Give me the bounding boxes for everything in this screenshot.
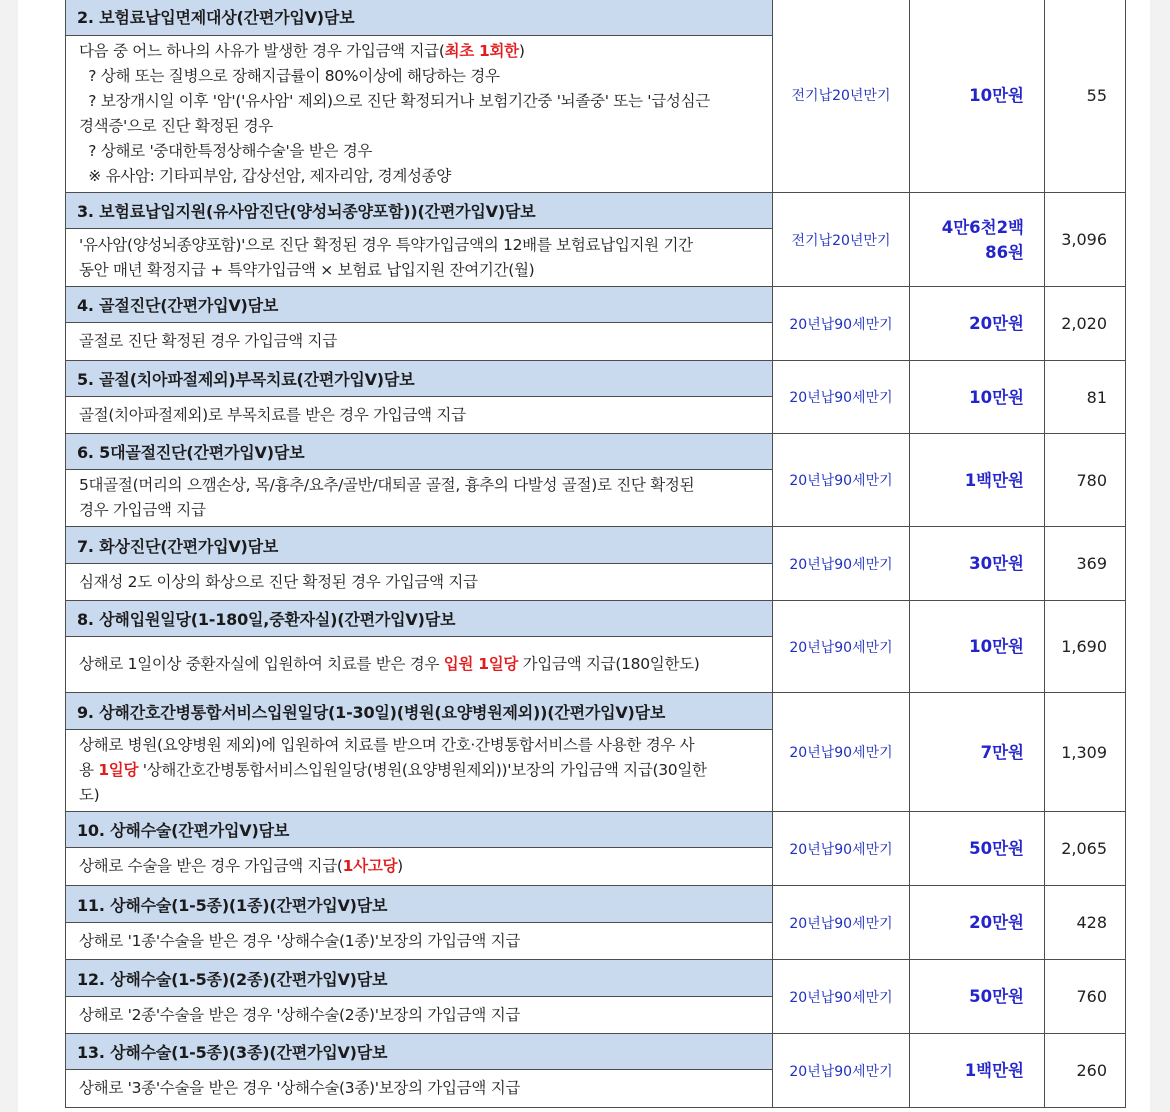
coverage-table: [65, 0, 1126, 1108]
coverage-description: [66, 730, 773, 812]
payment-term: 20년납90세만기: [773, 812, 910, 886]
description-line: [79, 1076, 768, 1101]
highlight-text: 1사고당: [342, 857, 398, 875]
description-text: ? 보장개시일 이후 '암'('유사암' 제외)으로 진단 확정되거나 보험기간중 '뇌졸중' 또는 '급성심근: [79, 92, 710, 110]
coverage-amount-line: 86원: [985, 242, 1024, 262]
description-text: ? 상해로 '중대한특정상해수술'을 받은 경우: [79, 142, 373, 160]
highlight-text: 최초 1회한: [444, 42, 519, 60]
payment-term: 20년납90세만기: [773, 1034, 910, 1108]
description-line: [79, 652, 768, 677]
description-line: [79, 733, 768, 758]
payment-term: 20년납90세만기: [773, 527, 910, 601]
description-line: [79, 258, 768, 283]
coverage-title: 3. 보험료납입지원(유사암진단(양성뇌종양포함))(간편가입Ⅴ)담보: [66, 193, 773, 229]
description-text: ): [397, 857, 403, 875]
coverage-amount-line: 7만원: [980, 742, 1024, 762]
coverage-title-row: [66, 601, 1126, 637]
payment-term: 전기납20년만기: [773, 0, 910, 193]
coverage-description: [66, 637, 773, 693]
coverage-amount: [910, 361, 1045, 434]
coverage-title-row: [66, 1034, 1126, 1070]
coverage-title: 11. 상해수술(1-5종)(1종)(간편가입Ⅴ)담보: [66, 886, 773, 923]
description-line: [79, 929, 768, 954]
coverage-amount-line: 20만원: [969, 314, 1024, 333]
coverage-title: 4. 골절진단(간편가입Ⅴ)담보: [66, 287, 773, 323]
coverage-amount-line: 10만원: [969, 637, 1024, 656]
coverage-amount-line: 50만원: [969, 839, 1024, 858]
coverage-title: 7. 화상진단(간편가입Ⅴ)담보: [66, 527, 773, 564]
premium: 2,065: [1045, 812, 1126, 886]
payment-term: 20년납90세만기: [773, 287, 910, 361]
payment-term: 20년납90세만기: [773, 361, 910, 434]
coverage-description: [66, 323, 773, 361]
coverage-title: 6. 5대골절진단(간편가입Ⅴ)담보: [66, 434, 773, 470]
description-line: [79, 233, 768, 258]
description-text: 경우 가입금액 지급: [79, 501, 206, 519]
description-line: [79, 854, 768, 879]
description-text: '유사암(양성뇌종양포함)'으로 진단 확정된 경우 특약가입금액의 12배를 보험료납입지원 기간: [79, 235, 693, 254]
payment-term: 20년납90세만기: [773, 693, 910, 812]
coverage-amount-line: 50만원: [969, 987, 1024, 1006]
coverage-title: 9. 상해간호간병통합서비스입원일당(1-30일)(병원(요양병원제외))(간편가입Ⅴ)담보: [66, 693, 773, 730]
description-text: 상해로 1일이상 중환자실에 입원하여 치료를 받은 경우: [79, 655, 444, 673]
description-line: [79, 403, 768, 428]
description-line: [79, 64, 768, 89]
coverage-title-row: [66, 434, 1126, 470]
coverage-title: 2. 보험료납입면제대상(간편가입Ⅴ)담보: [66, 0, 773, 36]
premium: 81: [1045, 361, 1126, 434]
coverage-amount: [910, 527, 1045, 601]
document-page: [18, 0, 1150, 1112]
coverage-title-row: [66, 527, 1126, 564]
premium: 1,309: [1045, 693, 1126, 812]
description-text: 용: [79, 761, 99, 779]
premium: 369: [1045, 527, 1126, 601]
description-line: [79, 164, 768, 189]
coverage-title-row: [66, 960, 1126, 997]
coverage-amount-line: 10만원: [969, 85, 1024, 105]
premium: 2,020: [1045, 287, 1126, 361]
description-line: [79, 329, 768, 354]
coverage-amount: [910, 693, 1045, 812]
coverage-amount-line: 30만원: [969, 554, 1024, 573]
description-line: [79, 570, 768, 595]
description-text: 상해로 병원(요양병원 제외)에 입원하여 치료를 받으며 간호·간병통합서비스를 사용한 경우 사: [79, 736, 695, 754]
description-line: [79, 114, 768, 139]
coverage-amount: [910, 0, 1045, 193]
description-text: 골절로 진단 확정된 경우 가입금액 지급: [79, 332, 337, 350]
coverage-amount-line: 20만원: [969, 913, 1024, 932]
premium: 3,096: [1045, 193, 1126, 287]
coverage-amount: [910, 287, 1045, 361]
coverage-amount: [910, 434, 1045, 527]
coverage-title: 5. 골절(치아파절제외)부목치료(간편가입Ⅴ)담보: [66, 361, 773, 397]
coverage-description: [66, 470, 773, 527]
description-line: [79, 473, 768, 498]
premium: 55: [1045, 0, 1126, 193]
coverage-title: 13. 상해수술(1-5종)(3종)(간편가입Ⅴ)담보: [66, 1034, 773, 1070]
coverage-title-row: [66, 693, 1126, 730]
description-text: ): [518, 42, 525, 60]
coverage-title-row: [66, 886, 1126, 923]
coverage-description: [66, 997, 773, 1034]
description-line: [79, 1003, 768, 1028]
premium: 760: [1045, 960, 1126, 1034]
premium: 1,690: [1045, 601, 1126, 693]
description-text: 상해로 '3종'수술을 받은 경우 '상해수술(3종)'보장의 가입금액 지급: [79, 1079, 521, 1097]
description-text: 상해로 '1종'수술을 받은 경우 '상해수술(1종)'보장의 가입금액 지급: [79, 931, 521, 950]
coverage-amount: [910, 960, 1045, 1034]
description-line: [79, 39, 768, 64]
description-text: 상해로 수술을 받은 경우 가입금액 지급(: [79, 857, 343, 875]
description-text: 상해로 '2종'수술을 받은 경우 '상해수술(2종)'보장의 가입금액 지급: [79, 1005, 521, 1024]
description-text: ※ 유사암: 기타피부암, 갑상선암, 제자리암, 경계성종양: [79, 167, 452, 185]
payment-term: 20년납90세만기: [773, 434, 910, 527]
description-text: 골절(치아파절제외)로 부목치료를 받은 경우 가입금액 지급: [79, 405, 466, 424]
coverage-amount: [910, 812, 1045, 886]
highlight-text: 1일당: [98, 761, 139, 779]
description-line: [79, 89, 768, 114]
payment-term: 전기납20년만기: [773, 193, 910, 287]
payment-term: 20년납90세만기: [773, 601, 910, 693]
coverage-amount: [910, 193, 1045, 287]
description-line: [79, 783, 768, 808]
coverage-title-row: [66, 287, 1126, 323]
highlight-text: 입원 1일당: [443, 655, 519, 673]
coverage-title: 8. 상해입원일당(1-180일,중환자실)(간편가입Ⅴ)담보: [66, 601, 773, 637]
description-text: 동안 매년 확정지급 + 특약가입금액 × 보험료 납입지원 잔여기간(월): [79, 260, 535, 279]
coverage-title-row: [66, 193, 1126, 229]
description-text: 경색증'으로 진단 확정된 경우: [79, 117, 273, 135]
description-line: [79, 139, 768, 164]
coverage-description: [66, 397, 773, 434]
coverage-amount-line: 1백만원: [964, 470, 1024, 490]
coverage-amount: [910, 1034, 1045, 1108]
description-line: [79, 498, 768, 523]
description-text: 심재성 2도 이상의 화상으로 진단 확정된 경우 가입금액 지급: [79, 572, 478, 591]
coverage-amount-line: 1백만원: [964, 1061, 1024, 1080]
premium: 260: [1045, 1034, 1126, 1108]
coverage-description: [66, 36, 773, 193]
coverage-description: [66, 1070, 773, 1108]
coverage-amount: [910, 886, 1045, 960]
coverage-description: [66, 564, 773, 601]
coverage-description: [66, 848, 773, 886]
coverage-title-row: [66, 0, 1126, 36]
payment-term: 20년납90세만기: [773, 960, 910, 1034]
description-text: 다음 중 어느 하나의 사유가 발생한 경우 가입금액 지급(: [79, 42, 445, 60]
premium: 428: [1045, 886, 1126, 960]
description-text: ? 상해 또는 질병으로 장해지급률이 80%이상에 해당하는 경우: [79, 67, 500, 85]
coverage-table-body: [66, 0, 1126, 1108]
description-text: '상해간호간병통합서비스입원일당(병원(요양병원제외))'보장의 가입금액 지급(30일한: [138, 761, 707, 779]
description-line: [79, 758, 768, 783]
coverage-title-row: [66, 361, 1126, 397]
coverage-description: [66, 229, 773, 287]
coverage-amount-line: 4만6천2백: [941, 217, 1024, 237]
description-text: 가입금액 지급(180일한도): [518, 655, 700, 673]
description-text: 도): [79, 786, 100, 804]
coverage-description: [66, 923, 773, 960]
coverage-title: 12. 상해수술(1-5종)(2종)(간편가입Ⅴ)담보: [66, 960, 773, 997]
coverage-amount-line: 10만원: [969, 387, 1024, 407]
payment-term: 20년납90세만기: [773, 886, 910, 960]
description-text: 5대골절(머리의 으깸손상, 목/흉추/요추/골반/대퇴골 골절, 흉추의 다발성 골절)로 진단 확정된: [79, 476, 695, 494]
coverage-title: 10. 상해수술(간편가입Ⅴ)담보: [66, 812, 773, 848]
coverage-amount: [910, 601, 1045, 693]
coverage-title-row: [66, 812, 1126, 848]
premium: 780: [1045, 434, 1126, 527]
